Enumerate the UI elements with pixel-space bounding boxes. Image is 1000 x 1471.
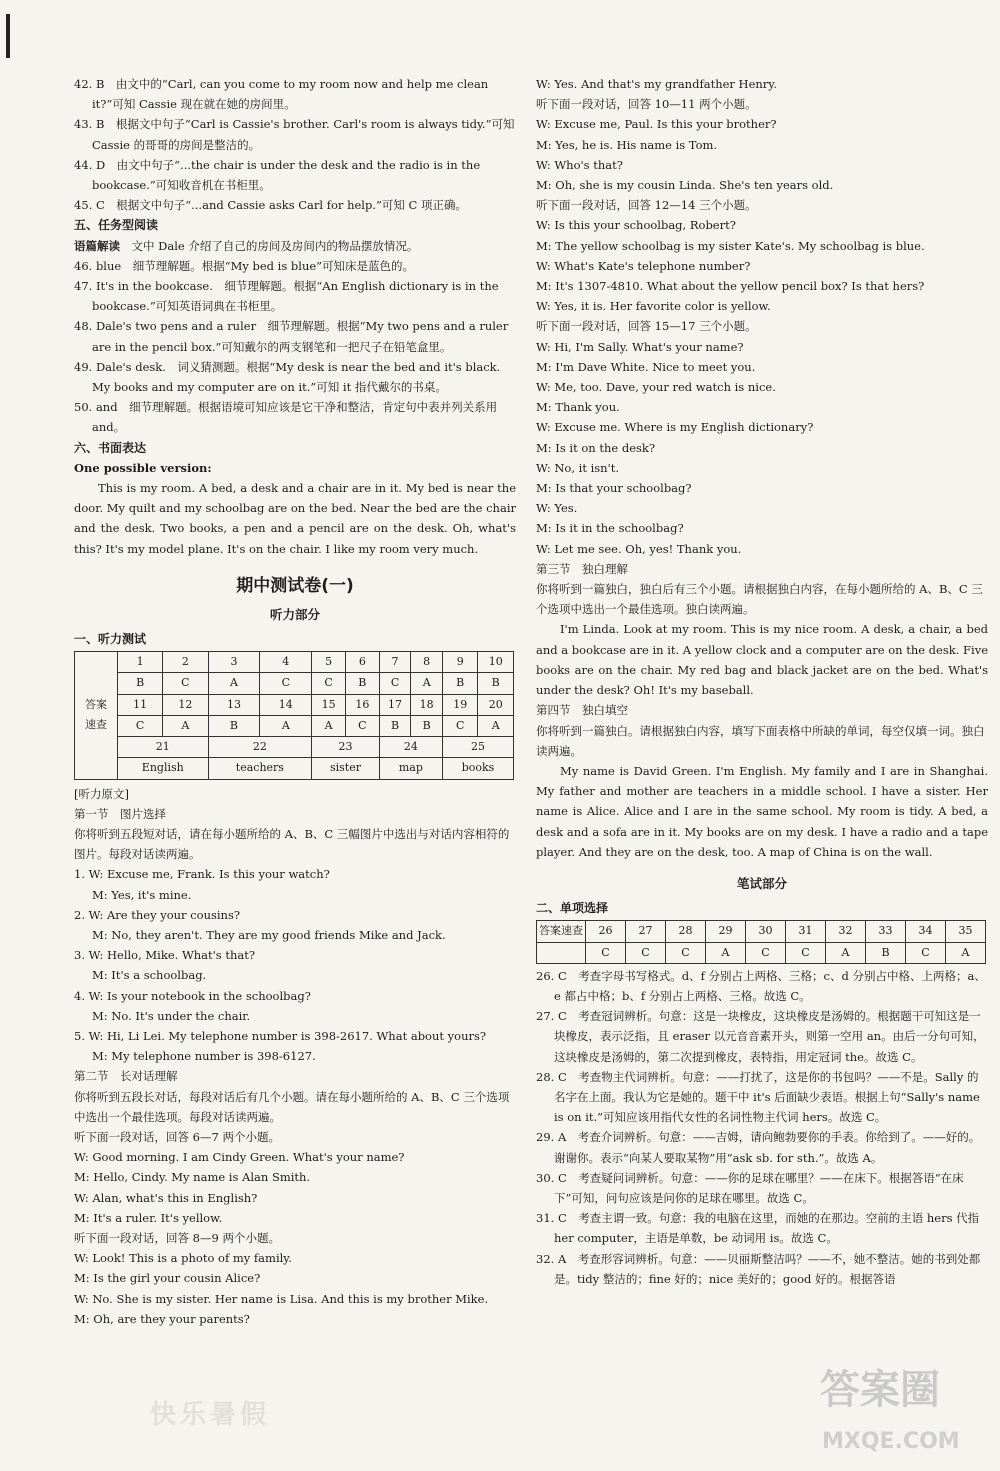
table-cell: C [906,942,946,963]
listening-answer-table [74,651,514,779]
table-cell: 23 [312,737,380,758]
watermark-url: MXQE.COM [822,1429,960,1454]
part-4-instructions: 你将听到一篇独白。请根据独白内容，填写下面表格中所缺的单词，每空仅填一词。独白读两遍。 [536,723,985,758]
table-cell: 33 [866,921,906,942]
dialogue-line: 1. W: Excuse me, Frank. Is this your watch? [74,867,330,882]
table-cell: C [746,942,786,963]
dialogue-line: M: I'm Dave White. Nice to meet you. [536,359,756,374]
table-cell: 10 [478,652,514,673]
table-cell: 26 [586,921,626,942]
dialogue-line: M: Is it in the schoolbag? [536,521,684,536]
table-cell: 4 [260,652,312,673]
answer-44: 44. D 由文中句子“...the chair is under the desk and the radio is in the bookcase.”可知收音机在书柜里。 [74,157,481,193]
table-cell: C [260,673,312,694]
table-cell: C [118,715,163,736]
answer-31: 31. C 考查主谓一致。句意：我的电脑在这里，而她的在那边。空前的主语 hers 代指 her computer，主语是单数，be 动词用 is。故选 C。 [536,1211,980,1246]
table-cell: 35 [946,921,986,942]
left-column [74,74,516,1329]
table-cell: 25 [443,737,514,758]
table-cell: 8 [411,652,443,673]
table-cell: C [379,673,411,694]
table-cell: A [411,673,443,694]
dialogue-line: M: It's 1307-4810. What about the yellow pencil box? Is that hers? [536,279,925,294]
dialogue-line: M: No, they aren't. They are my good friends Mike and Jack. [92,927,446,942]
table-cell: C [345,715,379,736]
dialogue-line: 听下面一段对话，回答 12—14 三个小题。 [536,198,757,213]
table-cell: sister [312,758,380,779]
section-1-heading: 一、听力测试 [74,632,147,647]
answer-46: 46. blue 细节理解题。根据“My bed is blue”可知床是蓝色的。 [74,258,415,273]
part-1-heading: 第一节 图片选择 [74,806,166,821]
right-column [536,74,988,1289]
table-cell: 27 [626,921,666,942]
dialogue-line: W: Yes. And that's my grandfather Henry. [536,77,777,91]
guide-text: 文中 Dale 介绍了自己的房间及房间内的物品摆放情况。 [131,238,419,253]
table-cell: C [586,942,626,963]
table-cell: 6 [345,652,379,673]
section-2-heading: 二、单项选择 [536,901,609,916]
part-3-heading: 第三节 独白理解 [536,561,628,576]
guide-label: 语篇解读 [74,238,120,253]
table-cell: map [379,758,442,779]
dialogue-line: 4. W: Is your notebook in the schoolbag? [74,988,311,1003]
dialogue-line: M: Hello, Cindy. My name is Alan Smith. [74,1170,311,1185]
footer-stamp: 快乐暑假 [150,1400,271,1430]
table-cell: B [443,673,478,694]
model-essay: This is my room. A bed, a desk and a chair are in it. My bed is near the door. My quilt and my schoolbag are on the bed. Near the bed are the chair and the desk. Two books, a pen and a pencil are on the desk. Oh, what's this? It's my model plane. It's on the chair. I like my room very much. [74,481,516,556]
dialogue-line: 听下面一段对话，回答 6—7 两个小题。 [74,1129,280,1144]
dialogue-line: 2. W: Are they your cousins? [74,907,241,922]
table-cell: English [118,758,209,779]
choice-answer-table [536,920,986,963]
dialogue-line: W: Me, too. Dave, your red watch is nice. [536,380,776,395]
answer-28: 28. C 考查物主代词辨析。句意：——打扰了，这是你的书包吗？——不是。Sally 的名字在上面。我认为它是她的。题干中 it's 后面缺少表语。根据上句“Sally's name is on it.”可知应该用指代女性的名词性物主代词 hers。故选 C。 [536,1069,980,1125]
table-cell: 9 [443,652,478,673]
table-cell: 12 [163,694,208,715]
table-cell: B [379,715,411,736]
dialogue-line: W: Look! This is a photo of my family. [74,1251,292,1266]
table-cell: 1 [118,652,163,673]
table-cell: 2 [163,652,208,673]
dialogue-line: W: Good morning. I am Cindy Green. What's your name? [74,1150,405,1165]
answer-47: 47. It's in the bookcase. 细节理解题。根据“An English dictionary is in the bookcase.”可知英语词典在书柜里。 [74,279,499,314]
written-part-heading: 笔试部分 [736,875,787,891]
table-cell: 17 [379,694,411,715]
part-3-instructions: 你将听到一篇独白，独白后有三个小题。请根据独白内容，在每小题所给的 A、B、C 三个选项中选出一个最佳选项。独白读两遍。 [536,582,983,617]
table-cell [537,942,586,963]
margin-mark [6,14,10,58]
dialogue-line: W: Excuse me. Where is my English dictionary? [536,420,814,435]
dialogue-line: W: Yes. [536,501,578,516]
table-cell: B [866,942,906,963]
dialogue-line: W: Yes, it is. Her favorite color is yellow. [536,299,771,314]
dialogue-line: 听下面一段对话，回答 10—11 两个小题。 [536,97,757,112]
dialogue-line: 听下面一段对话，回答 8—9 两个小题。 [74,1230,280,1245]
table-cell: B [345,673,379,694]
table-cell: A [826,942,866,963]
dialogue-line: W: No. She is my sister. Her name is Lisa. And this is my brother Mike. [74,1291,489,1306]
table-cell: books [443,758,514,779]
dialogue-line: W: No, it isn't. [536,460,620,475]
dialogue-line: W: Let me see. Oh, yes! Thank you. [536,541,742,556]
table-cell: A [946,942,986,963]
dialogue-line: M: Yes, it's mine. [92,887,192,902]
table-cell: 21 [118,737,209,758]
table-cell: 28 [666,921,706,942]
table-cell: 7 [379,652,411,673]
table-cell: C [443,715,478,736]
dialogue-line: 听下面一段对话，回答 15—17 三个小题。 [536,319,757,334]
transcript-label: [听力原文] [74,786,129,801]
watermark-logo: 答案圈 [820,1367,940,1413]
table-cell: B [118,673,163,694]
table-cell: 14 [260,694,312,715]
table-cell: 30 [746,921,786,942]
table-cell: B [411,715,443,736]
table-cell: 29 [706,921,746,942]
table-cell: B [208,715,260,736]
dialogue-line: M: My telephone number is 398-6127. [92,1049,316,1064]
dialogue-line: M: Oh, she is my cousin Linda. She's ten years old. [536,178,834,193]
dialogue-line: M: Is that your schoolbag? [536,481,692,496]
dialogue-line: W: Who's that? [536,157,623,172]
dialogue-line: M: Yes, he is. His name is Tom. [536,137,718,152]
answer-30: 30. C 考查疑问词辨析。句意：——你的足球在哪里？——在床下。根据答语“在床下”可知，问句应该是问你的足球在哪里。故选 C。 [536,1170,964,1205]
dialogue-line: M: No. It's under the chair. [92,1008,251,1023]
table-cell: 18 [411,694,443,715]
table-cell: 11 [118,694,163,715]
table-cell: B [478,673,514,694]
dialogue-lines [536,74,988,559]
table-cell: A [163,715,208,736]
passage-guide [74,236,516,256]
answer-50: 50. and 细节理解题。根据语境可知应该是它干净和整洁，肯定句中表并列关系用 and。 [74,400,498,435]
answer-label: 答案速查 [537,921,586,942]
dialogue-line: W: Alan, what's this in English? [74,1190,258,1205]
part-2-instructions: 你将听到五段长对话，每段对话后有几个小题。请在每小题所给的 A、B、C 三个选项中选出一个最佳选项。每段对话读两遍。 [74,1089,510,1124]
table-cell: C [312,673,346,694]
table-cell: 13 [208,694,260,715]
dialogue-line: 3. W: Hello, Mike. What's that? [74,948,256,963]
table-cell: C [626,942,666,963]
table-cell: 22 [208,737,312,758]
table-cell: 32 [826,921,866,942]
part-1-instructions: 你将听到五段短对话，请在每小题所给的 A、B、C 三幅图片中选出与对话内容相符的图片。每段对话读两遍。 [74,826,510,862]
table-cell: A [208,673,260,694]
part-2-heading: 第二节 长对话理解 [74,1069,178,1084]
answer-29: 29. A 考查介词辨析。句意：——吉姆，请向鲍勃要你的手表。你给到了。——好的。谢谢你。表示“向某人要取某物”用“ask sb. for sth.”。故选 A。 [536,1130,981,1165]
monologue-2: My name is David Green. I'm English. My family and I are in Shanghai. My father and mother are teachers in a middle school. I have a sister. Her name is Alice. Alice and I are in the same school. My room is tidy. A bed, a desk and a sofa are in it. My books are on my desk. I have a radio and a tape player. And they are on the desk, too. A map of China is on the wall. [536,763,988,859]
dialogue-line: M: It's a ruler. It's yellow. [74,1210,223,1225]
answer-45: 45. C 根据文中句子“...and Cassie asks Carl for help.”可知 C 项正确。 [74,198,467,213]
table-cell: 5 [312,652,346,673]
dialogue-line: M: Is it on the desk? [536,440,656,455]
answer-label: 答案速查 [75,652,118,779]
table-cell: C [163,673,208,694]
dialogue-line: M: Thank you. [536,400,620,415]
answer-48: 48. Dale's two pens and a ruler 细节理解题。根据“My two pens and a ruler are in the pencil box.”可知戴尔的两支钢笔和一把尺子在铅笔盒里。 [74,319,509,354]
table-cell: 24 [379,737,442,758]
dialogue-line: M: Oh, are they your parents? [74,1311,250,1326]
answer-49: 49. Dale's desk. 词义猜测题。根据“My desk is near the bed and it's black. My books and my computer are on it.”可知 it 指代戴尔的书桌。 [74,359,501,395]
monologue-1: I'm Linda. Look at my room. This is my nice room. A desk, a chair, a bed and a bookcase are in it. A yellow clock and a computer are on the desk. Five books are on the chair. My red bag and black jacket are on the bed. What's under the desk? Oh! It's my baseball. [536,622,988,698]
dialogue-line: W: Hi, I'm Sally. What's your name? [536,339,744,354]
table-cell: C [786,942,826,963]
dialogue-line: M: It's a schoolbag. [92,968,207,983]
listening-part-heading: 听力部分 [269,606,320,622]
dialogue-line: W: Is this your schoolbag, Robert? [536,218,736,233]
possible-version-label: One possible version: [74,460,212,475]
table-cell: 3 [208,652,260,673]
section-6-heading: 六、书面表达 [74,440,147,455]
table-cell: A [706,942,746,963]
dialogue-line: M: Is the girl your cousin Alice? [74,1271,261,1286]
table-cell: A [478,715,514,736]
table-cell: 20 [478,694,514,715]
answer-42: 42. B 由文中的“Carl, can you come to my room now and help me clean it?”可知 Cassie 现在就在她的房间里。 [74,77,489,112]
table-cell: 34 [906,921,946,942]
answer-27: 27. C 考查冠词辨析。句意：这是一块橡皮，这块橡皮是汤姆的。根据题干可知这是一块橡皮，表示泛指，且 eraser 以元音音素开头，则第一空用 an。由后一分句可知，这块橡皮是汤姆的，第二次提到橡皮，表特指，用定冠词 the。故选 C。 [536,1009,985,1064]
table-cell: 16 [345,694,379,715]
table-cell: C [666,942,706,963]
answer-32: 32. A 考查形容词辨析。句意：——贝丽斯整洁吗？——不，她不整洁。她的书到处都是。tidy 整洁的；fine 好的；nice 美好的；good 好的。根据答语 [536,1251,981,1286]
dialogue-lines [74,1127,516,1329]
table-cell: A [312,715,346,736]
part-4-heading: 第四节 独白填空 [536,703,628,718]
dialogue-line: 5. W: Hi, Li Lei. My telephone number is 398-2617. What about yours? [74,1028,487,1043]
exam-title: 期中测试卷(一) [236,575,354,596]
section-5-heading: 五、任务型阅读 [74,218,159,233]
answer-26: 26. C 考查字母书写格式。d、f 分别占上两格、三格；c、d 分别占中格、上两格；a、e 都占中格；b、f 分别占上两格、三格。故选 C。 [536,968,986,1003]
dialogue-line: M: The yellow schoolbag is my sister Kate's. My schoolbag is blue. [536,238,925,253]
answer-43: 43. B 根据文中句子“Carl is Cassie's brother. Carl's room is always tidy.”可知 Cassie 的哥哥的房间是整洁的。 [74,117,515,152]
dialogue-line: W: Excuse me, Paul. Is this your brother? [536,117,777,132]
table-cell: 31 [786,921,826,942]
table-cell: 19 [443,694,478,715]
table-cell: A [260,715,312,736]
table-cell: 15 [312,694,346,715]
dialogue-line: W: What's Kate's telephone number? [536,258,751,273]
table-cell: teachers [208,758,312,779]
